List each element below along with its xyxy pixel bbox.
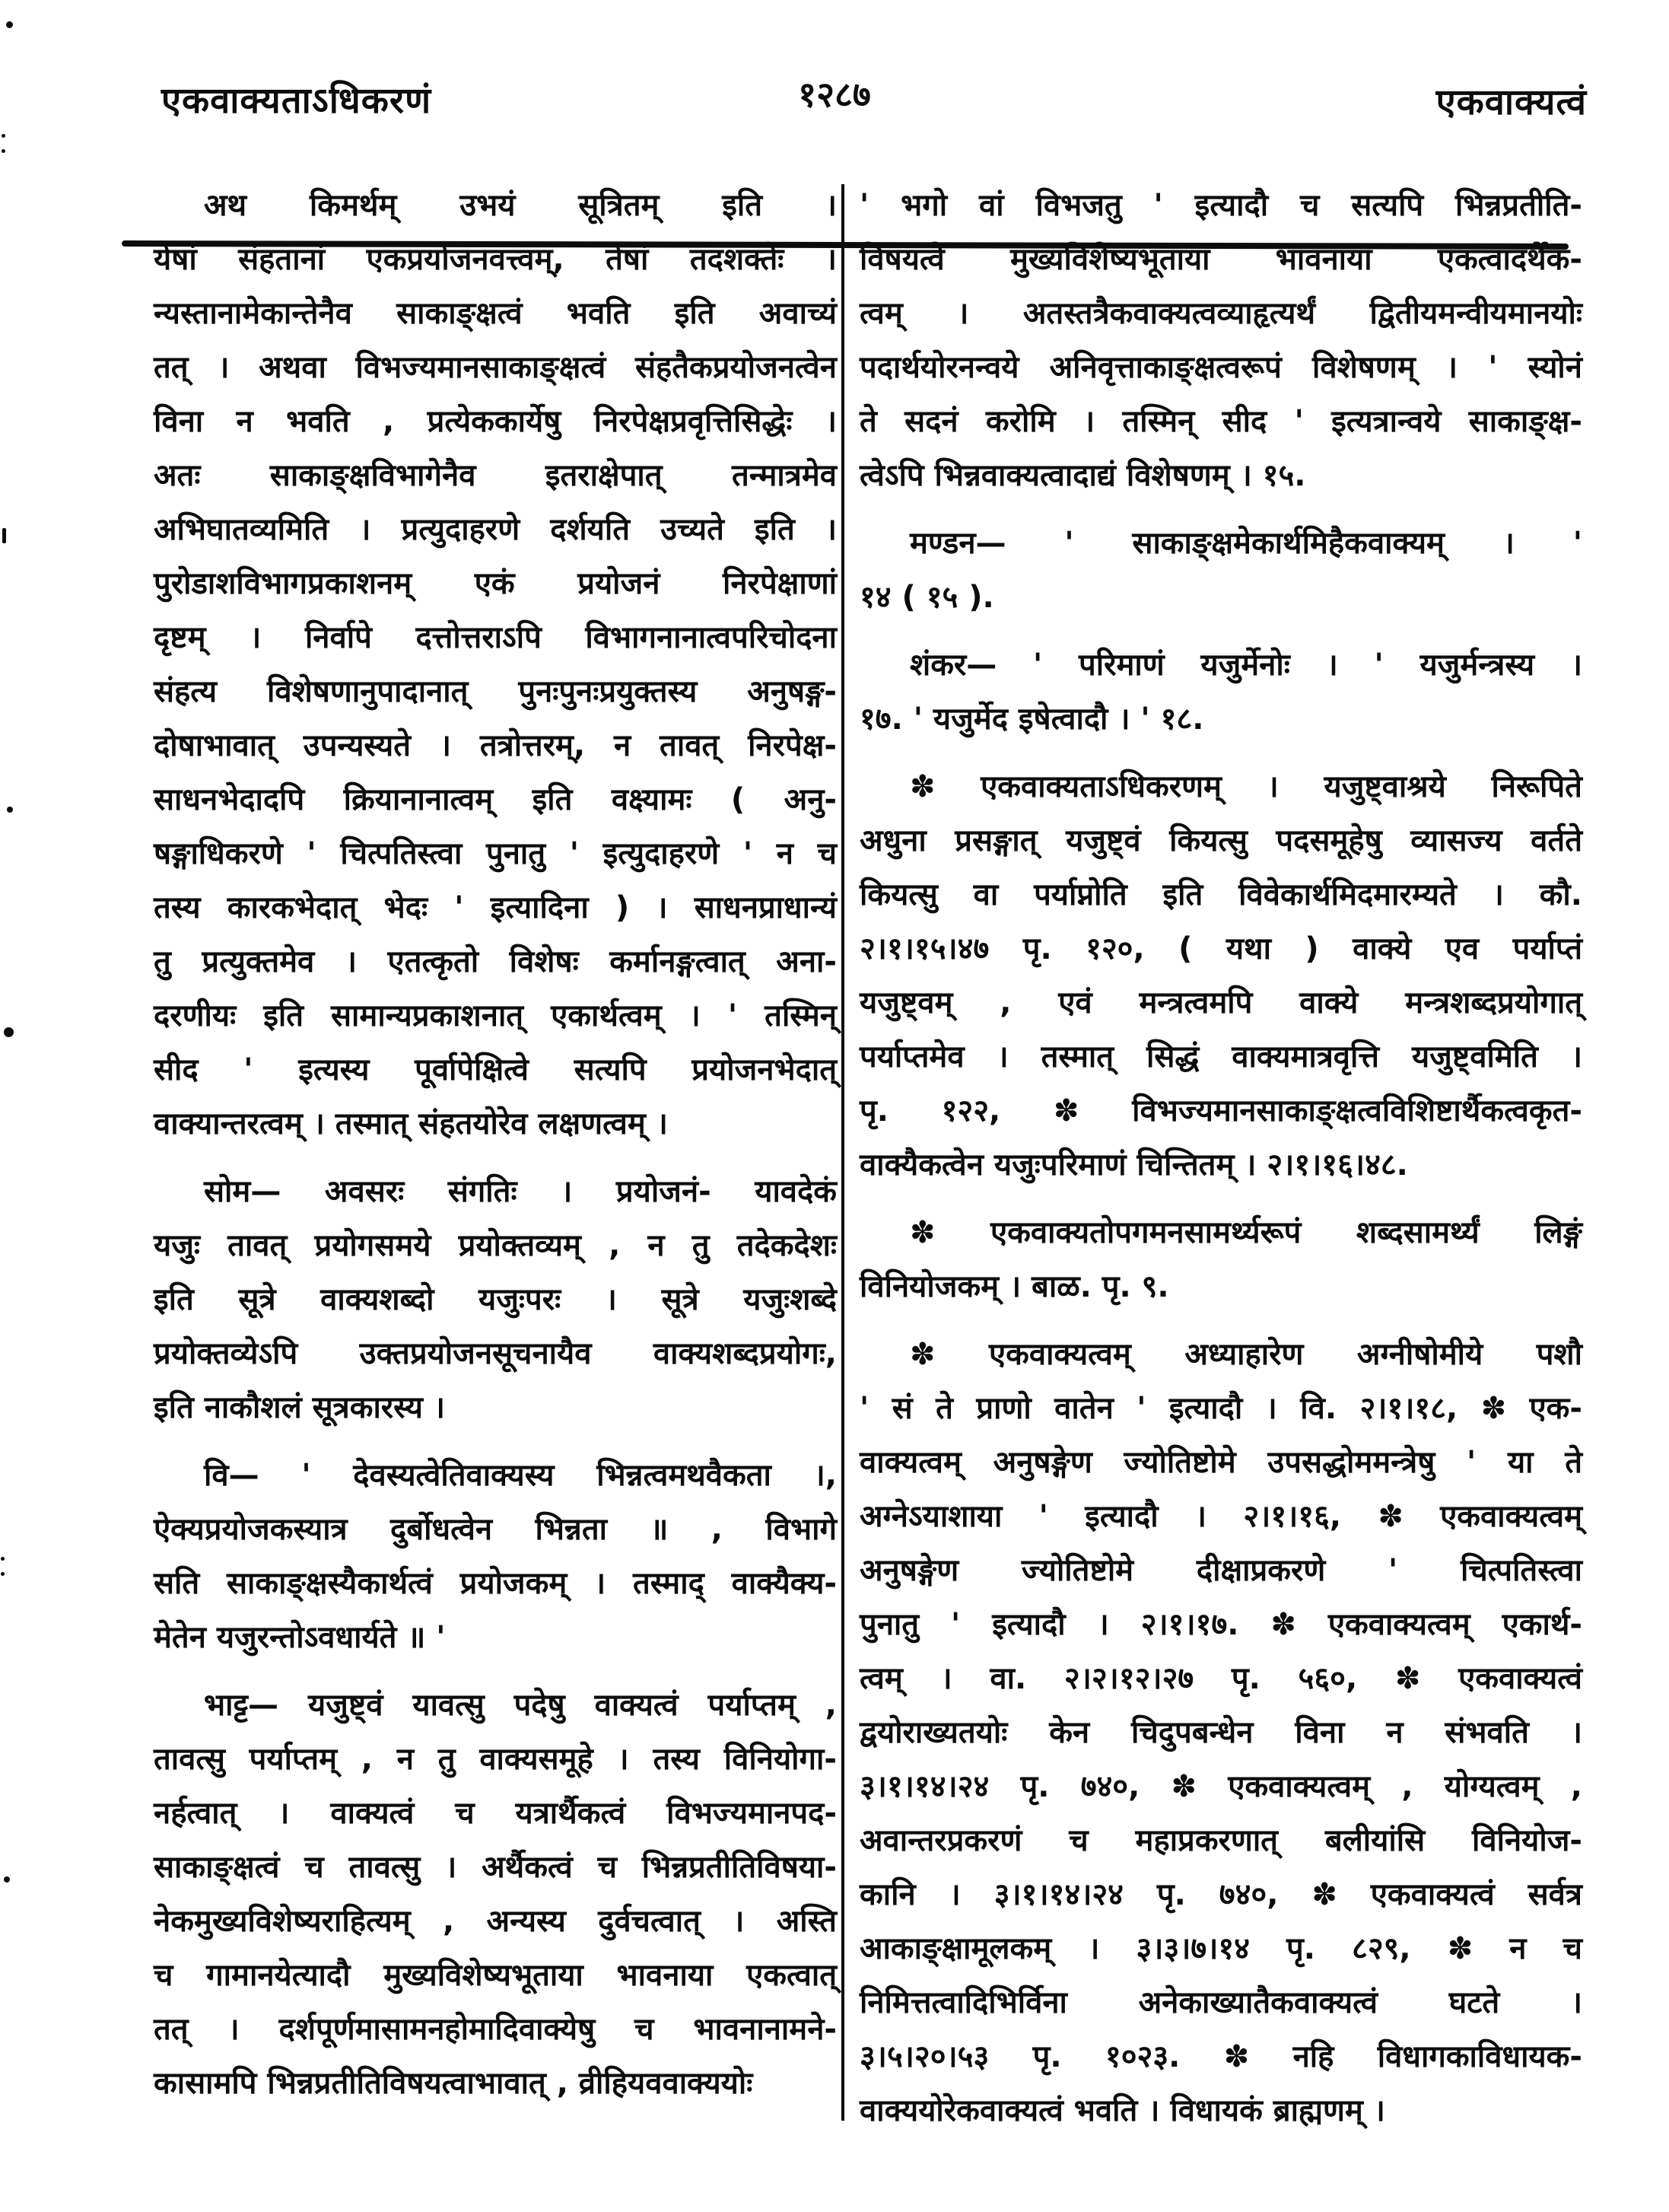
text-line: ' सं ते प्राणो वातेन ' इत्यादौ । वि. २।१।१८, ✽ एक- [860, 1391, 1582, 1426]
paragraph [154, 1449, 837, 1665]
text-line: २।१।१५।४७ पृ. १२०, ( यथा ) वाक्ये एव पर्याप्तं [860, 931, 1582, 966]
text-line: शंकर— ' परिमाणं यजुर्मेनोः । ' यजुर्मन्त्रस्य । [910, 648, 1582, 683]
paragraph [860, 760, 1582, 1192]
text-line: इति नाकौशलं सूत्रकारस्य । [154, 1390, 446, 1425]
text-line: आकाङ्क्षामूलकम् । ३।३।७।१४ पृ. ८२९, ✽ न च [860, 1931, 1582, 1966]
text-line: न्यस्तानामेकान्तेनैव साकाङ्क्षत्वं भवति इति अवाच्यं [154, 296, 837, 331]
text-line: च गामानयेत्यादौ मुख्यविशेष्यभूताया भावनाया एकत्वात् [154, 1958, 837, 1993]
text-line: सति साकाङ्क्षस्यैकार्थत्वं प्रयोजकम् । तस्माद् वाक्यैक्य- [154, 1566, 837, 1601]
text-line: तस्य कारकभेदात् भेदः ' इत्यादिना ) । साधनप्राधान्यं [154, 890, 837, 925]
right-column [860, 179, 1582, 2152]
text-line: नेकमुख्यविशेष्यराहित्यम् , अन्यस्य दुर्वचत्वात् । अस्ति [154, 1904, 837, 1939]
paragraph [154, 1679, 837, 2111]
text-line: ' भगो वां विभजतु ' इत्यादौ च सत्यपि भिन्नप्रतीति- [860, 188, 1582, 223]
scan-artifact [1, 1557, 5, 1561]
text-line: अग्नेऽयाशाया ' इत्यादौ । २।१।१६, ✽ एकवाक्यत्वम् [860, 1499, 1582, 1534]
text-line: १४ ( १५ ). [860, 580, 994, 615]
text-line: त्वेऽपि भिन्नवाक्यत्वादाद्यं विशेषणम् । १५. [860, 458, 1306, 493]
text-line: अवान्तरप्रकरणं च महाप्रकरणात् बलीयांसि विनियोज- [860, 1823, 1582, 1858]
text-line: विना न भवति , प्रत्येककार्येषु निरपेक्षप्रवृत्तिसिद्धेः । [154, 404, 837, 439]
header-right-title: एकवाक्यत्वं [1435, 81, 1587, 123]
text-line: ✽ एकवाक्यत्वम् अध्याहारेण अग्नीषोमीये पशौ [910, 1337, 1582, 1372]
scan-artifact [1, 1572, 5, 1576]
text-line: द्वयोराख्यतयोः केन चिदुपबन्धेन विना न संभवति । [860, 1715, 1582, 1750]
scan-artifact [2, 149, 5, 153]
paragraph [860, 517, 1582, 625]
text-line: १७. ' यजुर्मेद इषेत्वादौ । ' १८. [860, 702, 1204, 737]
text-line: ऐक्यप्रयोजकस्यात्र दुर्बोधत्वेन भिन्नता ॥ , विभागे [154, 1512, 837, 1547]
text-line: ✽ एकवाक्यताऽधिकरणम् । यजुष्ट्वाश्रये निरूपिते [910, 769, 1582, 804]
text-line: संहत्य विशेषणानुपादानात् पुनःपुनःप्रयुक्तस्य अनुषङ्ग- [154, 674, 837, 709]
text-line: अथ किमर्थम् उभयं सूत्रितम् इति । [204, 188, 837, 223]
text-line: तु प्रत्युक्तमेव । एतत्कृतो विशेषः कर्मानङ्गत्वात् अना- [154, 944, 837, 979]
text-line: साकाङ्क्षत्वं च तावत्सु । अर्थैकत्वं च भिन्नप्रतीतिविषया- [154, 1850, 837, 1885]
header-left-title: एकवाक्यताऽधिकरणं [161, 80, 432, 122]
text-line: येषां संहतानां एकप्रयोजनवत्त्वम्, तेषां तदशक्तेः । [154, 242, 837, 277]
text-line: षङ्गाधिकरणे ' चित्पतिस्त्वा पुनातु ' इत्युदाहरणे ' न च [154, 836, 837, 871]
text-line: साधनभेदादपि क्रियानानात्वम् इति वक्ष्यामः ( अनु- [154, 782, 837, 817]
text-line: ३।५।२०।५३ पृ. १०२३. ✽ नहि विधागकाविधायक- [860, 2039, 1582, 2074]
paragraph [154, 1165, 837, 1435]
text-line: तत् । दर्शपूर्णमासामनहोमादिवाक्येषु च भावनानामने- [154, 2012, 837, 2047]
text-line: वाक्यत्वम् अनुषङ्गेण ज्योतिष्टोमे उपसद्धोममन्त्रेषु ' या ते [860, 1445, 1582, 1480]
text-line: अधुना प्रसङ्गात् यजुष्ट्वं कियत्सु पदसमूहेषु व्यासज्य वर्तते [860, 823, 1582, 858]
text-line: दोषाभावात् उपन्यस्यते । तत्रोत्तरम्, न तावत् निरपेक्ष- [154, 728, 837, 763]
text-line: पर्याप्तमेव । तस्मात् सिद्धं वाक्यमात्रवृत्ति यजुष्ट्वमिति । [860, 1039, 1582, 1074]
scan-artifact [4, 1027, 14, 1037]
text-line: पदार्थयोरनन्वये अनिवृत्ताकाङ्क्षत्वरूपं विशेषणम् । ' स्योनं [860, 350, 1582, 385]
paragraph [860, 1206, 1582, 1314]
scan-artifact [4, 1876, 10, 1883]
paragraph [860, 179, 1582, 503]
header-page-number: १२८७ [798, 74, 871, 115]
text-line: वाक्यान्तरत्वम् । तस्मात् संहतयोरेव लक्षणत्वम् । [154, 1106, 668, 1141]
scan-artifact [6, 21, 13, 28]
text-line: ३।१।१४।२४ पृ. ७४०, ✽ एकवाक्यत्वम् , योग्यत्वम् , [860, 1769, 1582, 1804]
paragraph [860, 638, 1582, 746]
text-line: पुरोडाशविभागप्रकाशनम् एकं प्रयोजनं निरपेक्षाणां [154, 566, 837, 601]
text-line: प्रयोक्तव्येऽपि उक्तप्रयोजनसूचनायैव वाक्यशब्दप्रयोगः, [154, 1336, 837, 1371]
text-line: वि— ' देवस्यत्वेतिवाक्यस्य भिन्नत्वमथवैकता ।, [204, 1458, 837, 1493]
text-line: विषयत्वे मुख्यविशेष्यभूताया भावनाया एकत्वादर्थैक- [860, 242, 1582, 277]
text-line: पृ. १२२, ✽ विभज्यमानसाकाङ्क्षत्वविशिष्टार्थैकत्वकृत- [860, 1093, 1582, 1128]
text-line: मण्डन— ' साकाङ्क्षमेकार्थमिहैकवाक्यम् । ' [910, 526, 1582, 561]
scan-artifact [2, 134, 5, 138]
text-line: ✽ एकवाक्यतोपगमनसामर्थ्यरूपं शब्दसामर्थ्यं लिङ्गं [910, 1215, 1582, 1250]
text-line: वाक्ययोरेकवाक्यत्वं भवति । विधायकं ब्राह्मणम् । [860, 2093, 1385, 2128]
text-line: पुनातु ' इत्यादौ । २।१।१७. ✽ एकवाक्यत्वम् एकार्थ- [860, 1607, 1582, 1642]
paragraph [154, 179, 837, 1151]
text-line: निमित्तत्वादिभिर्विना अनेकाख्यातैकवाक्यत्वं घटते । [860, 1985, 1582, 2020]
column-divider-rule [841, 184, 844, 2121]
text-line: नर्हत्वात् । वाक्यत्वं च यत्रार्थैकत्वं विभज्यमानपद- [154, 1796, 837, 1831]
text-line: ते सदनं करोमि । तस्मिन् सीद ' इत्यत्रान्वये साकाङ्क्ष- [860, 404, 1582, 439]
text-line: यजुः तावत् प्रयोगसमये प्रयोक्तव्यम् , न तु तदेकदेशः [154, 1228, 837, 1263]
scan-artifact [2, 528, 6, 543]
text-line: कियत्सु वा पर्याप्नोति इति विवेकार्थमिदमारम्यते । कौ. [860, 877, 1582, 912]
text-line: वाक्यैकत्वेन यजुःपरिमाणं चिन्तितम् । २।१।१६।४८. [860, 1147, 1408, 1182]
text-line: कासामपि भिन्नप्रतीतिविषयत्वाभावात् , व्रीहियववाक्ययोः [154, 2066, 753, 2101]
text-line: विनियोजकम् । बाळ. पृ. ९. [860, 1269, 1169, 1304]
text-line: इति सूत्रे वाक्यशब्दो यजुःपरः । सूत्रे यजुःशब्दे [154, 1282, 837, 1317]
text-line: अतः साकाङ्क्षविभागेनैव इतराक्षेपात् तन्मात्रमेव [154, 458, 837, 493]
text-line: दरणीयः इति सामान्यप्रकाशनात् एकार्थत्वम् । ' तस्मिन् [154, 998, 837, 1033]
text-line: तावत्सु पर्याप्तम् , न तु वाक्यसमूहे । तस्य विनियोगा- [154, 1742, 837, 1777]
text-line: मेतेन यजुरन्तोऽवधार्यते ॥ ' [154, 1620, 446, 1655]
text-line: तत् । अथवा विभज्यमानसाकाङ्क्षत्वं संहतैकप्रयोजनत्वेन [154, 350, 837, 385]
scan-artifact [7, 807, 13, 813]
left-column [154, 179, 837, 2124]
text-line: यजुष्ट्वम् , एवं मन्त्रत्वमपि वाक्ये मन्त्रशब्दप्रयोगात् [860, 985, 1582, 1020]
text-line: अभिघातव्यमिति । प्रत्युदाहरणे दर्शयति उच्यते इति । [154, 512, 837, 547]
paragraph [860, 1328, 1582, 2138]
text-line: अनुषङ्गेण ज्योतिष्टोमे दीक्षाप्रकरणे ' चित्पतिस्त्वा [860, 1553, 1582, 1588]
text-line: कानि । ३।१।१४।२४ पृ. ७४०, ✽ एकवाक्यत्वं सर्वत्र [860, 1877, 1582, 1912]
text-line: त्वम् । वा. २।२।१२।२७ पृ. ५६०, ✽ एकवाक्यत्वं [860, 1661, 1582, 1696]
text-line: सीद ' इत्यस्य पूर्वापेक्षित्वे सत्यपि प्रयोजनभेदात् [154, 1052, 837, 1087]
text-line: त्वम् । अतस्तत्रैकवाक्यत्वव्याहृत्यर्थं द्वितीयमन्वीयमानयोः [860, 296, 1582, 331]
text-line: सोम— अवसरः संगतिः । प्रयोजनं- यावदेकं [204, 1174, 837, 1209]
text-line: दृष्टम् । निर्वापे दत्तोत्तराऽपि विभागनानात्वपरिचोदना [154, 620, 837, 655]
text-line: भाट्ट— यजुष्ट्वं यावत्सु पदेषु वाक्यत्वं पर्याप्तम् , [204, 1688, 837, 1723]
